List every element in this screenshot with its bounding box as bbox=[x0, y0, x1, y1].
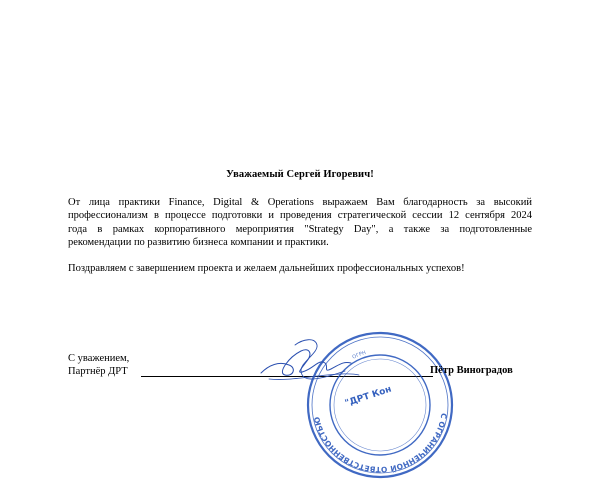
paragraph-line: рекомендации по развитию бизнеса компании и практики. bbox=[68, 237, 329, 249]
closing-block bbox=[68, 352, 129, 379]
handwritten-signature bbox=[255, 335, 365, 390]
stamp-top-text: ОГРН bbox=[351, 349, 367, 361]
congratulations-paragraph: Поздравляем с завершением проекта и желаем дальнейших профессиональных успехов! bbox=[68, 263, 465, 274]
paragraph-line: года в рамках корпоративного мероприятия "Strategy Day", а также за подготовленные bbox=[68, 223, 532, 235]
paragraph-line: От лица практики Finance, Digital & Operations выражаем Вам благодарность за высокий bbox=[68, 197, 532, 208]
paragraph-line: профессионализм в процессе подготовки и проведения стратегической сессии 12 сентября 2024 bbox=[68, 210, 532, 222]
signer-title: Партнёр ДРТ bbox=[68, 366, 128, 378]
stamp-outer-text: С ОГРАНИЧЕННОЙ ОТВЕТСТВЕННОСТЬЮ bbox=[312, 412, 449, 475]
salutation: Уважаемый Сергей Игоревич! bbox=[226, 169, 374, 180]
signer-name: Пётр Виноградов bbox=[430, 365, 513, 376]
thanks-paragraph bbox=[68, 196, 532, 250]
stamp-inner-text: "ДРТ Кон bbox=[343, 384, 393, 410]
closing-regards: С уважением, bbox=[68, 353, 130, 364]
